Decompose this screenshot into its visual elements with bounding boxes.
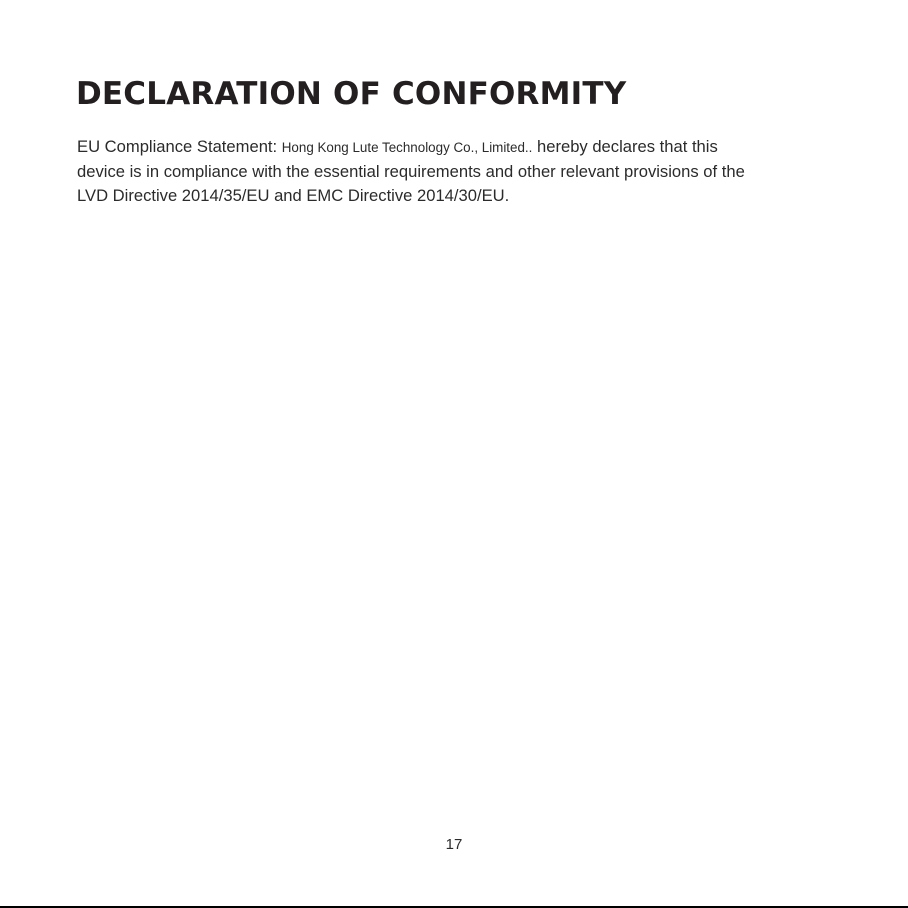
statement-line-1-rest: hereby declares that this: [532, 137, 718, 156]
company-name: Hong Kong Lute Technology Co., Limited..: [281, 140, 533, 155]
statement-line-1: [77, 135, 837, 160]
page-title: DECLARATION OF CONFORMITY: [76, 76, 627, 112]
statement-line-3: LVD Directive 2014/35/EU and EMC Directive 2014/30/EU.: [77, 186, 510, 205]
page-number: 17: [445, 836, 463, 853]
statement-label: EU Compliance Statement:: [77, 137, 282, 156]
statement-line-2: device is in compliance with the essential requirements and other relevant provisions of the: [77, 162, 745, 181]
compliance-statement: [77, 135, 837, 208]
